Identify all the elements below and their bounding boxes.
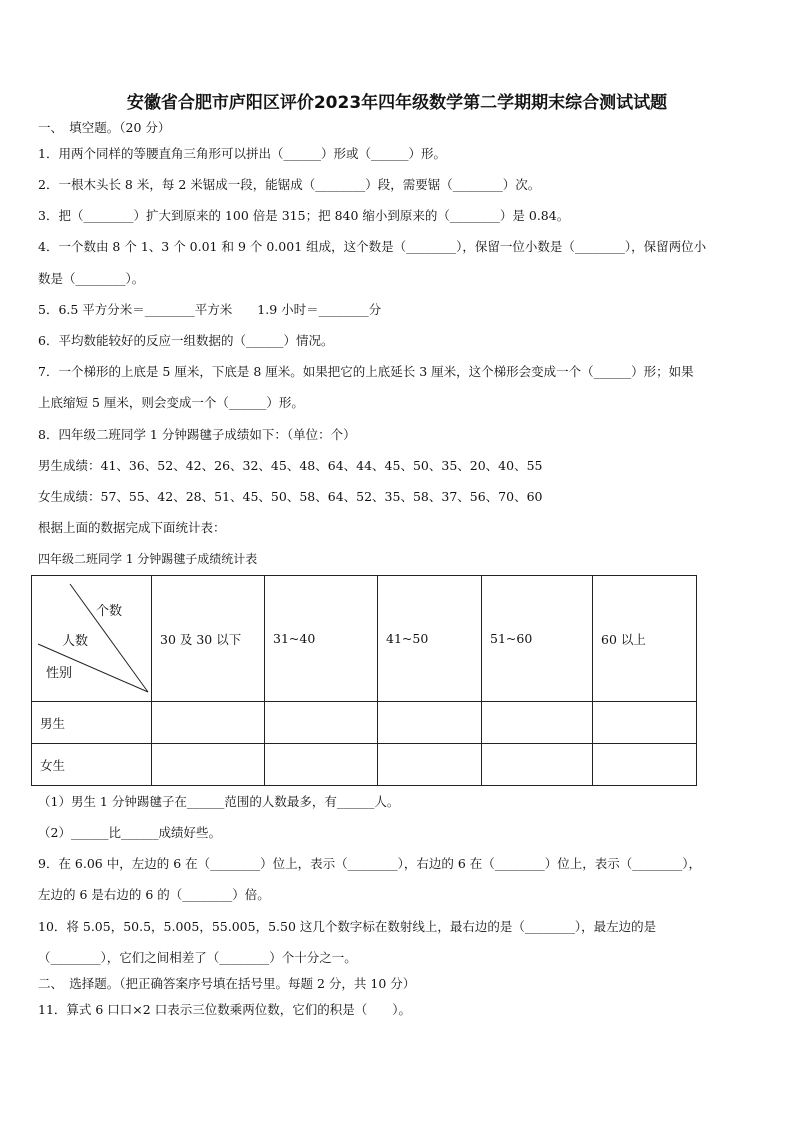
blank-cell[interactable] <box>593 702 697 744</box>
blank-cell[interactable] <box>378 744 482 786</box>
column-header: 60 以上 <box>593 576 697 702</box>
blank-cell[interactable] <box>482 702 593 744</box>
blank-cell[interactable] <box>482 744 593 786</box>
diagonal-lines <box>32 576 152 702</box>
girls-scores: 女生成绩：57、55、42、28、51、45、50、58、64、52、35、58、37、56、70、60 <box>38 489 543 504</box>
question-9-line-2: 左边的 6 是右边的 6 的（________）倍。 <box>38 887 270 902</box>
question-5: 5．6.5 平方分米＝________平方米 1.9 小时＝________分 <box>38 302 382 317</box>
question-8: 8．四年级二班同学 1 分钟踢毽子成绩如下：（单位：个） <box>38 427 356 442</box>
question-4-line-2: 数是（________）。 <box>38 271 145 286</box>
diagonal-header-cell <box>32 576 152 702</box>
blank-cell[interactable] <box>265 702 378 744</box>
question-8-part-1: （1）男生 1 分钟踢毽子在______范围的人数最多，有______人。 <box>38 794 400 809</box>
question-11: 11．算式 6 口口×2 口表示三位数乘两位数，它们的积是（ ）。 <box>38 1002 411 1017</box>
question-7-line-1: 7．一个梯形的上底是 5 厘米，下底是 8 厘米。如果把它的上底延长 3 厘米，这个梯形会变成一个（______）形；如果 <box>38 364 694 379</box>
column-header: 51~60 <box>482 576 593 702</box>
question-3: 3．把（________）扩大到原来的 100 倍是 315；把 840 缩小到原来的（________）是 0.84。 <box>38 208 570 223</box>
table-row-girls <box>32 744 697 786</box>
question-1: 1．用两个同样的等腰直角三角形可以拼出（______）形或（______）形。 <box>38 146 446 161</box>
corner-label-gender: 性别 <box>46 666 73 681</box>
column-header: 31~40 <box>265 576 378 702</box>
question-9-line-1: 9．在 6.06 中，左边的 6 在（________）位上，表示（________），右边的 6 在（________）位上，表示（________）， <box>38 856 702 871</box>
column-header: 41~50 <box>378 576 482 702</box>
question-8-part-2: （2）______比______成绩好些。 <box>38 825 221 840</box>
question-4-line-1: 4．一个数由 8 个 1、3 个 0.01 和 9 个 0.001 组成，这个数是（________），保留一位小数是（________），保留两位小 <box>38 239 707 254</box>
question-10-line-2: （________），它们之间相差了（________）个十分之一。 <box>38 950 357 965</box>
corner-label-people: 人数 <box>62 634 89 649</box>
blank-cell[interactable] <box>265 744 378 786</box>
question-6: 6．平均数能较好的反应一组数据的（______）情况。 <box>38 333 334 348</box>
boys-scores: 男生成绩：41、36、52、42、26、32、45、48、64、44、45、50、35、20、40、55 <box>38 458 543 473</box>
blank-cell[interactable] <box>378 702 482 744</box>
question-7-line-2: 上底缩短 5 厘米，则会变成一个（______）形。 <box>38 395 304 410</box>
question-10-line-1: 10．将 5.05，50.5，5.005，55.005，5.50 这几个数字标在数射线上，最右边的是（________），最左边的是 <box>38 919 657 934</box>
corner-label-count: 个数 <box>96 604 123 619</box>
row-label-boys: 男生 <box>32 702 152 744</box>
section-heading-choice: 二、 选择题。（把正确答案序号填在括号里。每题 2 分，共 10 分） <box>38 976 416 991</box>
page-title: 安徽省合肥市庐阳区评价2023年四年级数学第二学期期末综合测试试题 <box>126 93 668 113</box>
stats-table <box>31 575 697 786</box>
blank-cell[interactable] <box>593 744 697 786</box>
question-2: 2．一根木头长 8 米，每 2 米锯成一段，能锯成（________）段，需要锯（________）次。 <box>38 177 541 192</box>
table-row-boys <box>32 702 697 744</box>
section-heading-fill: 一、 填空题。（20 分） <box>38 120 171 135</box>
table-header-row <box>32 576 697 702</box>
table-instruction: 根据上面的数据完成下面统计表： <box>38 520 226 535</box>
row-label-girls: 女生 <box>32 744 152 786</box>
table-caption: 四年级二班同学 1 分钟踢毽子成绩统计表 <box>38 552 258 566</box>
blank-cell[interactable] <box>152 702 265 744</box>
blank-cell[interactable] <box>152 744 265 786</box>
column-header: 30 及 30 以下 <box>152 576 265 702</box>
